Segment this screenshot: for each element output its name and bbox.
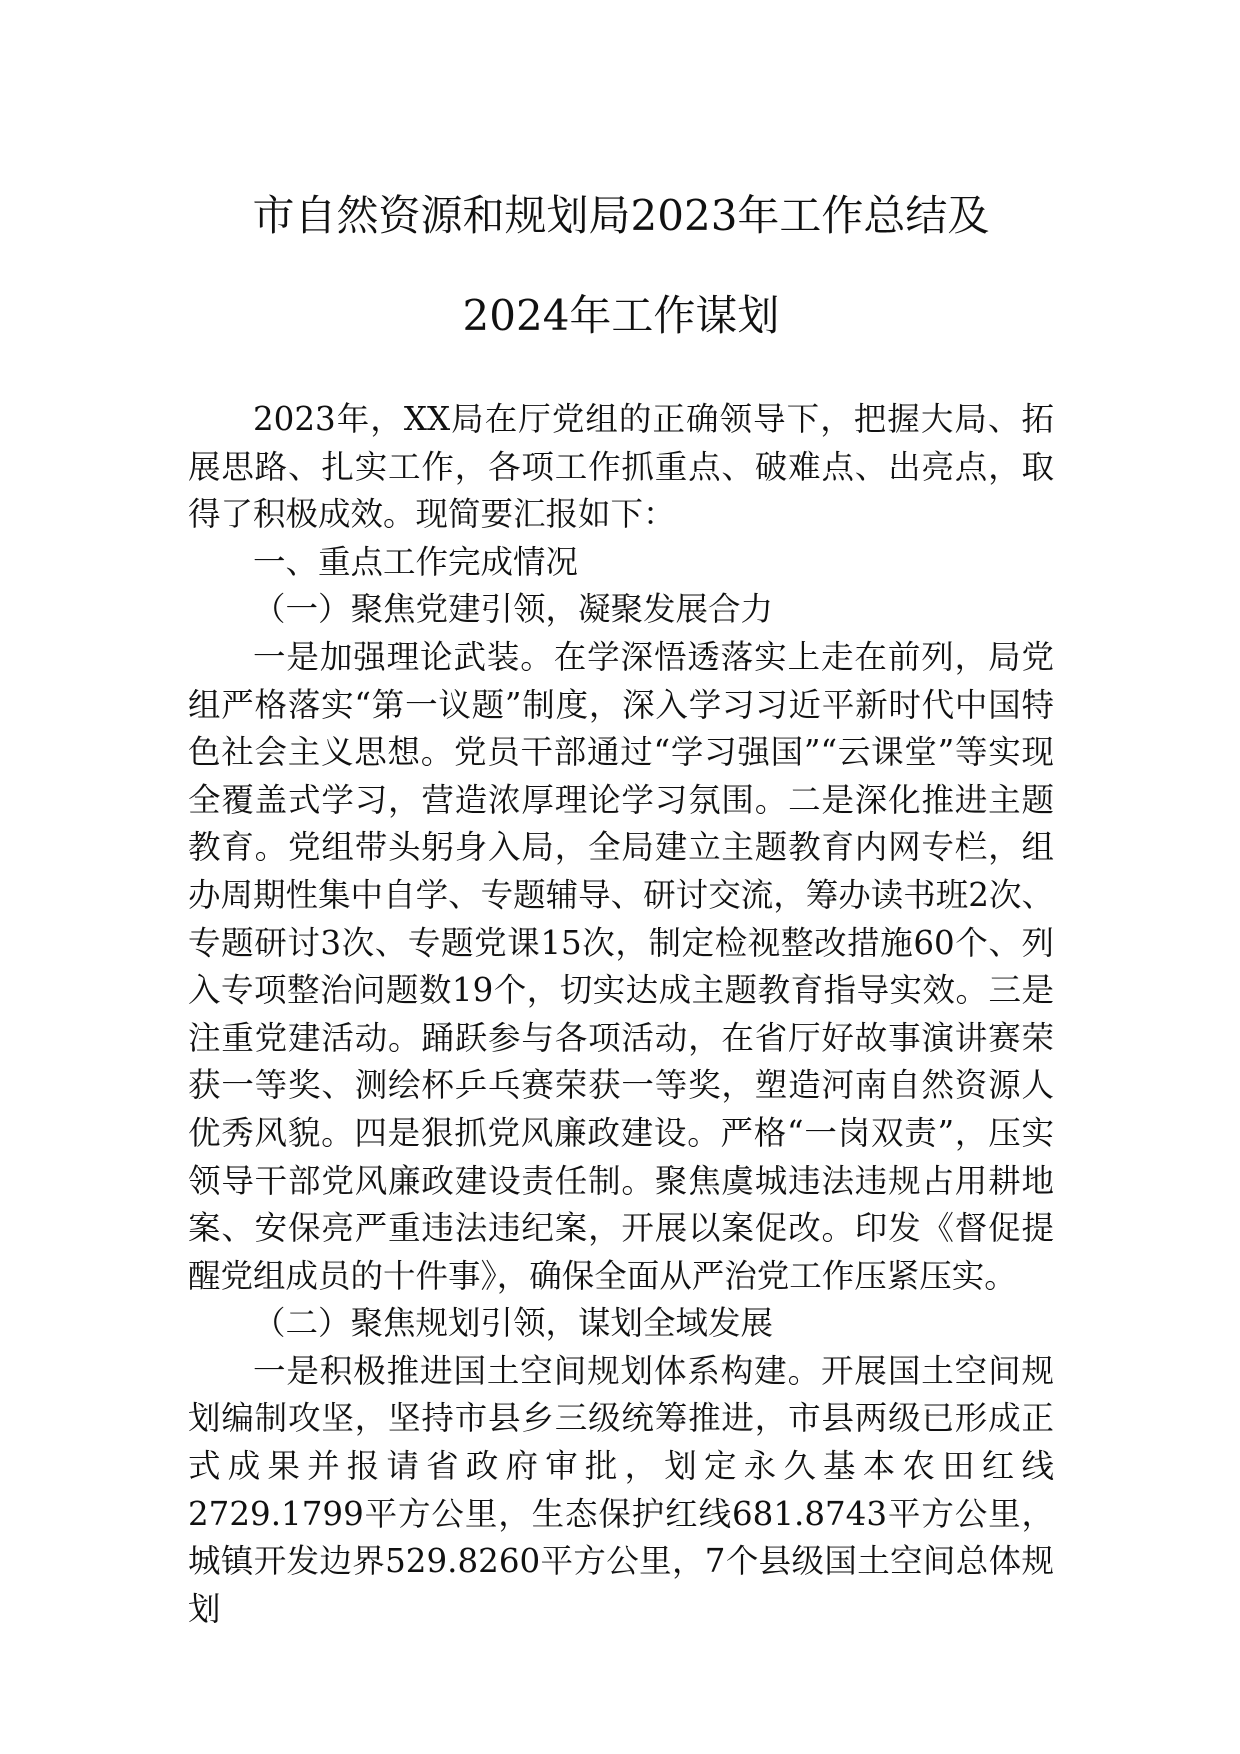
intro-paragraph: 2023年，XX局在厅党组的正确领导下，把握大局、拓展思路、扎实工作，各项工作抓重点、破难点、出亮点，取得了积极成效。现简要汇报如下：	[188, 400, 1054, 534]
title-line-2: 2024年工作谋划	[462, 291, 780, 340]
section-heading: 一、重点工作完成情况	[253, 542, 579, 581]
subsection-heading-1: （一）聚焦党建引领，凝聚发展合力	[253, 590, 774, 629]
subsection-heading-2: （二）聚焦规划引领，谋划全域发展	[253, 1304, 774, 1343]
document-body	[188, 396, 1054, 1633]
title-line-1: 市自然资源和规划局2023年工作总结及	[252, 191, 990, 240]
document-title	[188, 166, 1054, 366]
document-page	[188, 0, 1054, 1754]
subsection-2-paragraph: 一是积极推进国土空间规划体系构建。开展国土空间规划编制攻坚，坚持市县乡三级统筹推进，市县两级已形成正式成果并报请省政府审批，划定永久基本农田红线2729.1799平方公里，生态保护红线681.8743平方公里，城镇开发边界529.8260平方公里，7个县级国土空间总体规划	[188, 1351, 1054, 1628]
subsection-1-paragraph: 一是加强理论武装。在学深悟透落实上走在前列，局党组严格落实“第一议题”制度，深入学习习近平新时代中国特色社会主义思想。党员干部通过“学习强国”“云课堂”等实现全覆盖式学习，营造浓厚理论学习氛围。二是深化推进主题教育。党组带头躬身入局，全局建立主题教育内网专栏，组办周期性集中自学、专题辅导、研讨交流，筹办读书班2次、专题研讨3次、专题党课15次，制定检视整改措施60个、列入专项整治问题数19个，切实达成主题教育指导实效。三是注重党建活动。踊跃参与各项活动，在省厅好故事演讲赛荣获一等奖、测绘杯乒乓赛荣获一等奖，塑造河南自然资源人优秀风貌。四是狠抓党风廉政建设。严格“一岗双责”，压实领导干部党风廉政建设责任制。聚焦虞城违法违规占用耕地案、安保亮严重违法违纪案，开展以案促改。印发《督促提醒党组成员的十件事》，确保全面从严治党工作压紧压实。	[188, 637, 1054, 1295]
